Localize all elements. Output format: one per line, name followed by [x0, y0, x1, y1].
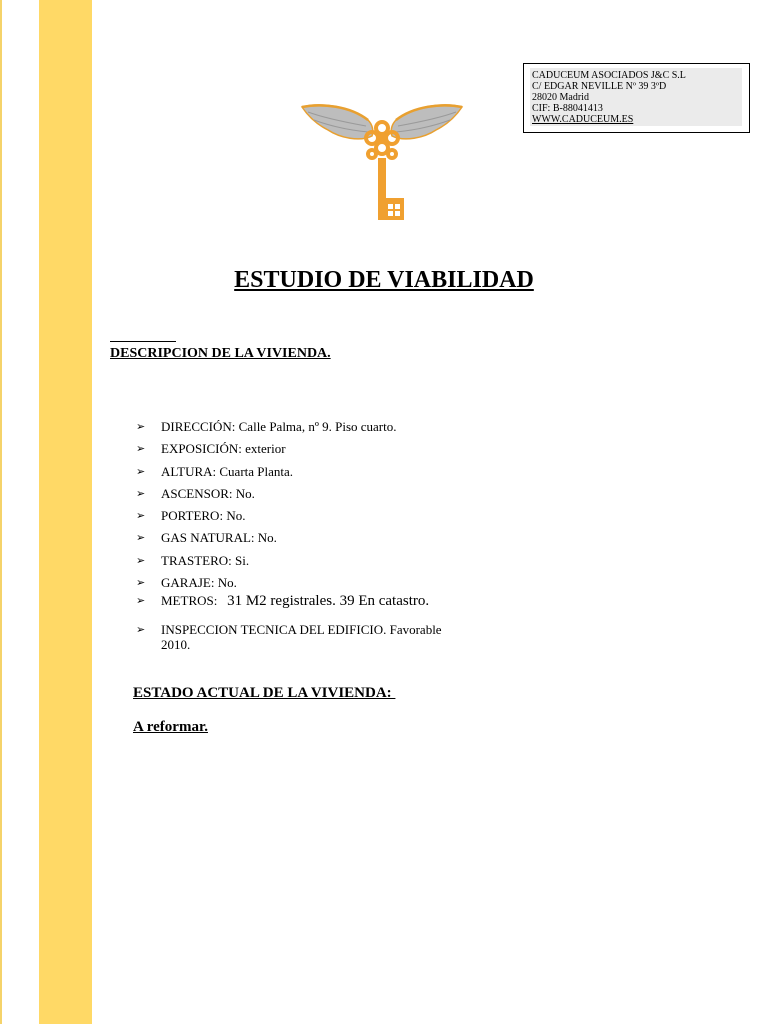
item-value: No. [217, 575, 237, 590]
estado-value: A reformar. [133, 719, 208, 735]
item-value: Favorable 2010. [161, 622, 442, 652]
arrow-bullet-icon: ➢ [136, 509, 146, 522]
arrow-bullet-icon: ➢ [136, 420, 146, 433]
page-edge-line [0, 0, 2, 1024]
item-label: ASCENSOR: [161, 486, 233, 501]
arrow-bullet-icon: ➢ [136, 554, 146, 567]
item-value: 31 M2 registrales. 39 En catastro. [227, 593, 430, 609]
company-cif: CIF: B-88041413 [532, 103, 603, 114]
company-info-box [523, 63, 750, 133]
item-value: No. [235, 486, 255, 501]
item-label: INSPECCION TECNICA DEL EDIFICIO. [161, 622, 387, 637]
company-info-panel [530, 68, 742, 126]
key-bit [384, 198, 404, 220]
arrow-bullet-icon: ➢ [136, 623, 146, 636]
company-name: CADUCEUM ASOCIADOS J&C S.L [532, 70, 686, 81]
company-city: 28020 Madrid [532, 92, 589, 103]
item-value: exterior [245, 441, 286, 456]
item-value: No. [226, 508, 246, 523]
arrow-bullet-icon: ➢ [136, 576, 146, 589]
arrow-bullet-icon: ➢ [136, 487, 146, 500]
item-value: No. [257, 530, 277, 545]
winged-key-icon [300, 100, 464, 226]
item-label: TRASTERO: [161, 553, 232, 568]
item-label: PORTERO: [161, 508, 224, 523]
item-label: METROS: [161, 593, 218, 608]
item-label: EXPOSICIÓN: [161, 441, 242, 456]
item-value: Calle Palma, nº 9. Piso cuarto. [238, 419, 397, 434]
company-website-link[interactable]: WWW.CADUCEUM.ES [532, 114, 634, 125]
item-value: Cuarta Planta. [219, 464, 294, 479]
document-title: ESTUDIO DE VIABILIDAD [234, 267, 534, 293]
item-value: Si. [235, 553, 250, 568]
item-label: ALTURA: [161, 464, 217, 479]
left-wing [302, 105, 373, 139]
item-label: DIRECCIÓN: [161, 419, 236, 434]
item-label: GARAJE: [161, 575, 215, 590]
arrow-bullet-icon: ➢ [136, 465, 146, 478]
item-label: GAS NATURAL: [161, 530, 255, 545]
heading-rule [110, 341, 176, 342]
right-wing [391, 105, 462, 139]
arrow-bullet-icon: ➢ [136, 442, 146, 455]
estado-heading: ESTADO ACTUAL DE LA VIVIENDA: [133, 685, 396, 701]
arrow-bullet-icon: ➢ [136, 531, 146, 544]
section-heading-descripcion: DESCRIPCION DE LA VIVIENDA. [110, 346, 331, 361]
arrow-bullet-icon: ➢ [136, 594, 146, 607]
company-address: C/ EDGAR NEVILLE Nº 39 3ºD [532, 81, 667, 92]
yellow-sidebar-band [39, 0, 92, 1024]
